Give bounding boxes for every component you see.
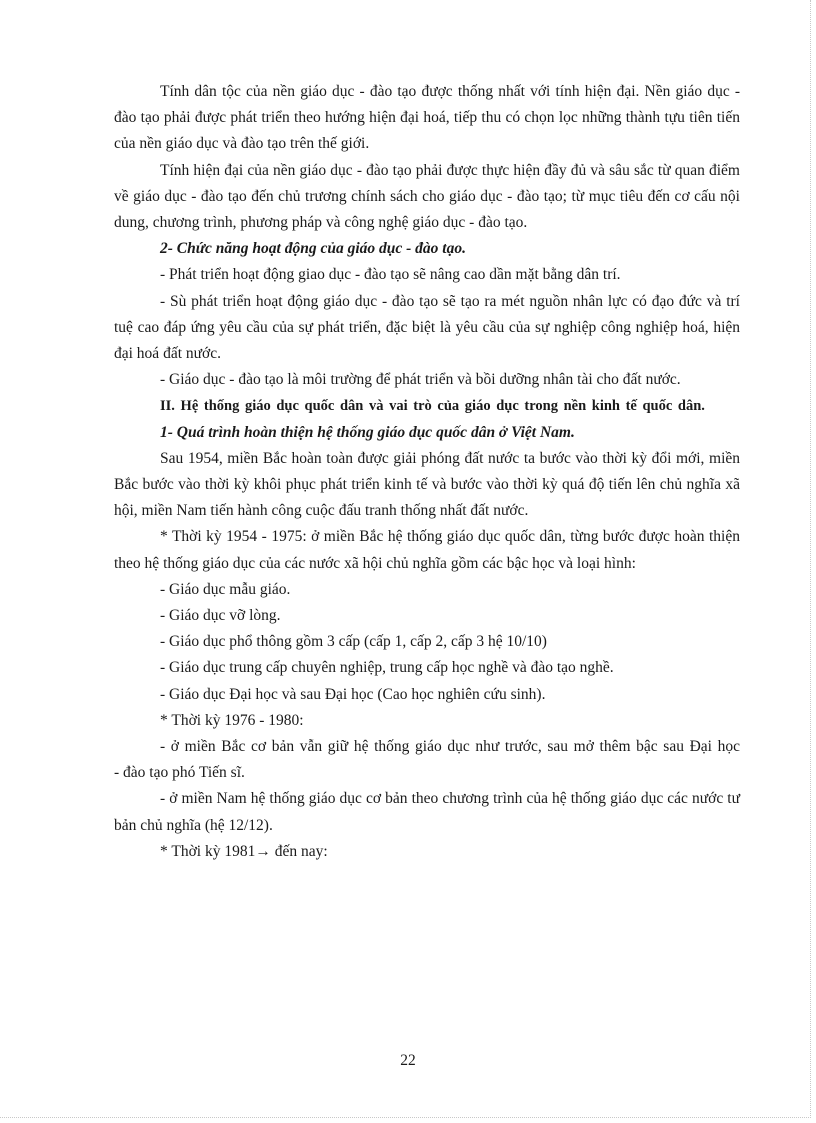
page-number: 22 — [400, 1052, 416, 1069]
list-item: - Giáo dục mẫu giáo. — [160, 580, 291, 598]
list-item: - Giáo dục phổ thông gồm 3 cấp (cấp 1, cấp 2, cấp 3 hệ 10/10) — [160, 633, 547, 651]
period-heading: * Thời kỳ 1981→ đến nay: — [160, 842, 328, 860]
chapter-heading: II. Hệ thống giáo dục quốc dân và vai trò của giáo dục trong nền kinh tế quốc dân. — [160, 398, 705, 415]
list-item: - Sù phát triển hoạt động giáo dục - đào tạo sẽ tạo ra mét nguồn nhân lực có đạo đức và trí tuệ cao đáp ứng yêu cầu của sự phát triển, đặc biệt là yêu cầu của sự nghiệp công nghiệp hoá, hiện đại hoá đất nước. — [114, 292, 740, 363]
list-item: - Giáo dục trung cấp chuyên nghiệp, trung cấp học nghề và đào tạo nghề. — [160, 659, 614, 677]
list-item: - Giáo dục vỡ lòng. — [160, 607, 281, 625]
section-heading: 2- Chức năng hoạt động của giáo dục - đào tạo. — [160, 240, 466, 258]
list-item: - ở miền Bắc cơ bản vẫn giữ hệ thống giáo dục như trước, sau mở thêm bậc sau Đại học - đào tạo phó Tiến sĩ. — [114, 738, 779, 782]
paragraph: * Thời kỳ 1954 - 1975: ở miền Bắc hệ thống giáo dục quốc dân, từng bước được hoàn thiện theo hệ thống giáo dục của các nước xã hội chủ nghĩa gồm các bậc học và loại hình: — [114, 528, 740, 572]
list-item: - Phát triển hoạt động giao dục - đào tạo sẽ nâng cao dần mặt bằng dân trí. — [160, 266, 621, 284]
list-item: - Giáo dục Đại học và sau Đại học (Cao học nghiên cứu sinh). — [160, 685, 546, 703]
document-body — [114, 79, 779, 865]
section-heading: 1- Quá trình hoàn thiện hệ thống giáo dục quốc dân ở Việt Nam. — [160, 423, 575, 441]
list-item: - ở miền Nam hệ thống giáo dục cơ bản theo chương trình của hệ thống giáo dục các nước tư bản chủ nghĩa (hệ 12/12). — [114, 790, 740, 834]
paragraph: Tính hiện đại của nền giáo dục - đào tạo phải được thực hiện đầy đủ và sâu sắc từ quan điểm về giáo dục - đào tạo đến chủ trương chính sách cho giáo dục - đào tạo; từ mục tiêu đến cơ cấu nội dung, chương trình, phương pháp và công nghệ giáo dục - đào tạo. — [114, 161, 740, 232]
period-heading: * Thời kỳ 1976 - 1980: — [160, 711, 304, 729]
paragraph: Tính dân tộc của nền giáo dục - đào tạo được thống nhất với tính hiện đại. Nền giáo dục - đào tạo phải được phát triển theo hướng hiện đại hoá, tiếp thu có chọn lọc những thành tựu tiên tiến của nền giáo dục và đào tạo trên thế giới. — [114, 83, 740, 153]
list-item: - Giáo dục - đào tạo là môi trường để phát triển và bồi dưỡng nhân tài cho đất nước. — [160, 371, 681, 389]
paragraph: Sau 1954, miền Bắc hoàn toàn được giải phóng đất nước ta bước vào thời kỳ đổi mới, miền Bắc bước vào thời kỳ khôi phục phát triển kinh tế và bước vào thời kỳ quá độ tiến lên chủ nghĩa xã hội, miền Nam tiến hành công cuộc đấu tranh thống nhất đất nước. — [114, 449, 740, 520]
